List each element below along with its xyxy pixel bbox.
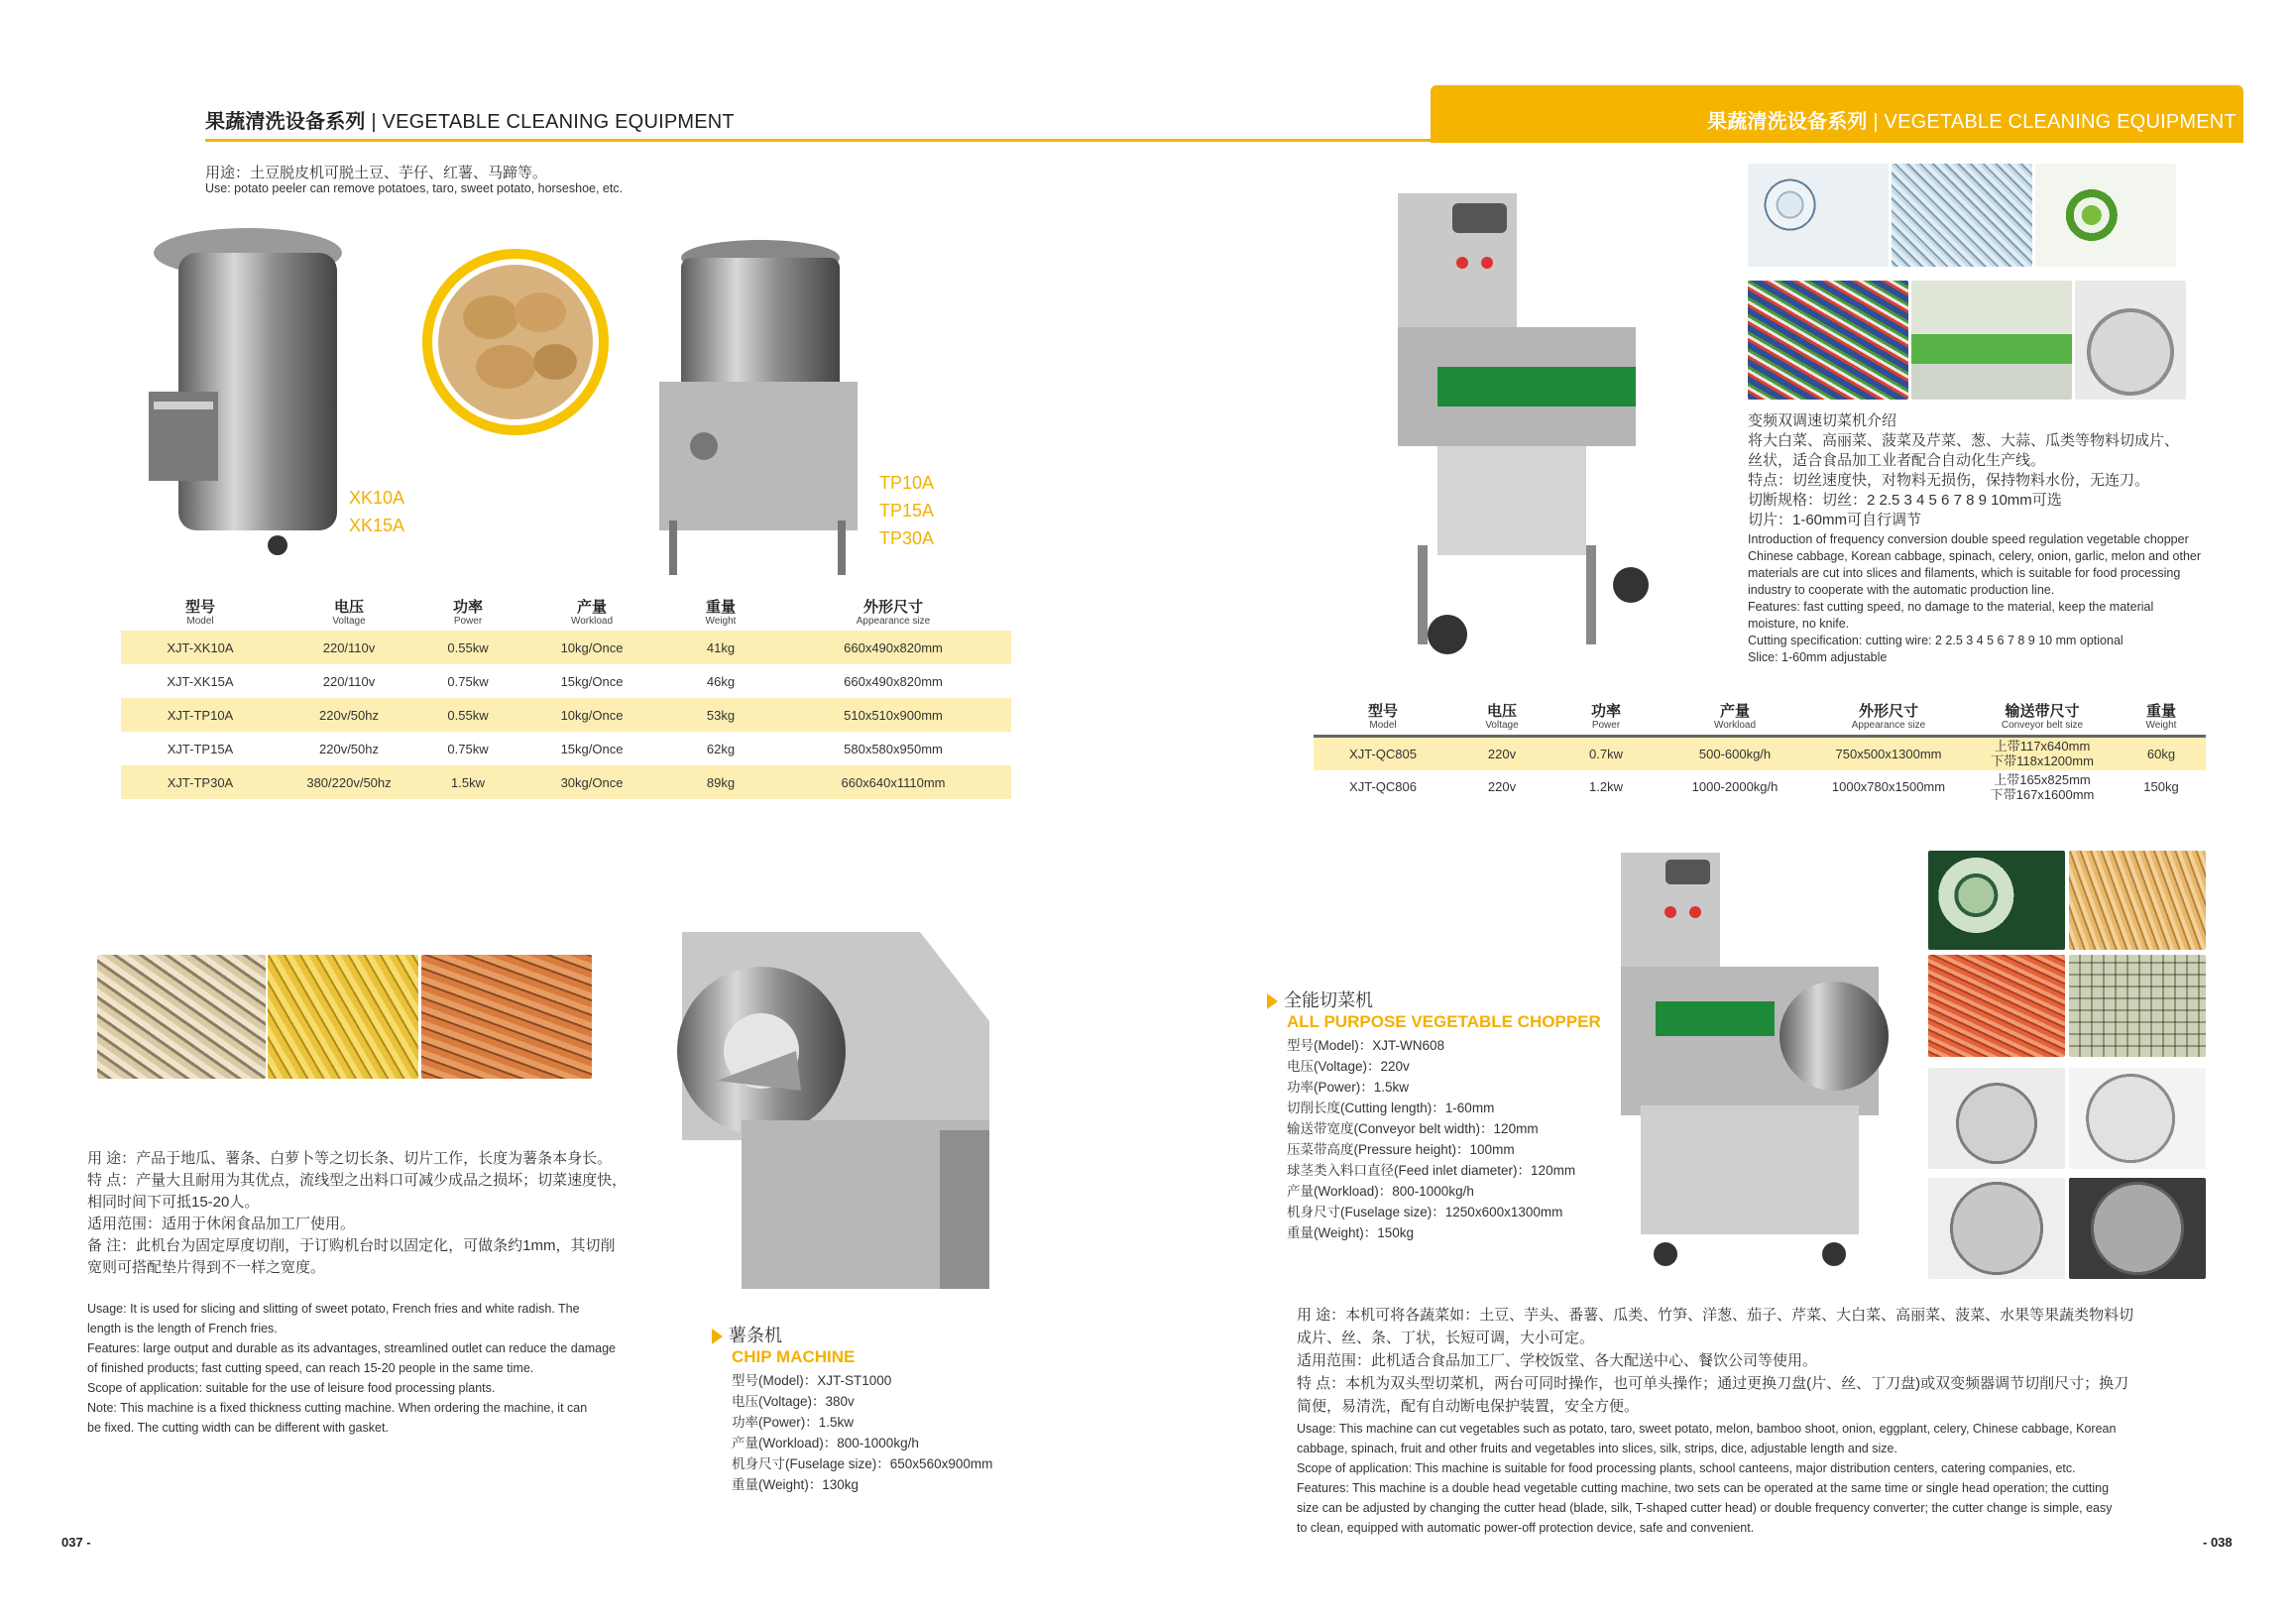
chopper-title-en: ALL PURPOSE VEGETABLE CHOPPER <box>1287 1012 1601 1031</box>
fries-photo-white <box>97 955 266 1079</box>
peeler-model-tp15a: TP15A <box>879 501 935 521</box>
table-row: XJT-TP30A 380/220v/50hz 1.5kw 30kg/Once 89kg 660x640x1110mm <box>121 765 1011 799</box>
cutter-th-weight: 重量 Weight <box>2145 703 2177 731</box>
right-header-cn: 果蔬清洗设备系列 <box>1707 111 1868 133</box>
cutter-machine-image <box>1378 188 1685 664</box>
peeler-model-tp30a: TP30A <box>879 528 935 548</box>
peeler-spec-table <box>121 597 1011 799</box>
chip-specs: 型号(Model)：XJT-ST1000 电压(Voltage)：380v 功率(Power)：1.5kw 产量(Workload)：800-1000kg/h 机身尺寸(Fuselage size)：650x560x900mm 重量(Weight)：130kg <box>732 1373 993 1492</box>
right-header-en: VEGETABLE CLEANING EQUIPMENT <box>1884 111 2237 133</box>
shredding-disc-photo <box>1928 1178 2065 1279</box>
mixed-peppers-photo <box>1748 281 1908 400</box>
shredded-cabbage-photo <box>1892 164 2032 267</box>
peeler-model-xk10a: XK10A <box>349 488 405 508</box>
peeler-th-power: 功率 Power <box>452 599 483 627</box>
cutter-th-model: 型号 Model <box>1367 703 1398 731</box>
carrot-shreds-photo <box>1928 955 2065 1057</box>
left-header: 果蔬清洗设备系列 | VEGETABLE CLEANING EQUIPMENT <box>205 111 735 133</box>
peeler-th-weight: 重量 Weight <box>705 599 737 627</box>
table-row: XJT-QC806 220v 1.2kw 1000-2000kg/h 1000x780x1500mm 上带165x825mm 下带167x1600mm 150kg <box>1349 771 2179 802</box>
cutter-th-voltage: 电压 Voltage <box>1485 703 1519 731</box>
peeler-models-b <box>879 469 934 552</box>
potato-image <box>416 243 615 441</box>
left-header-en: VEGETABLE CLEANING EQUIPMENT <box>382 111 735 133</box>
cutter-th-power: 功率 Power <box>1590 703 1621 731</box>
table-row: XJT-TP15A 220v/50hz 0.75kw 15kg/Once 62kg 580x580x950mm <box>167 741 943 756</box>
belt-photo <box>1911 281 2072 400</box>
cutter-intro-cn: 变频双调速切菜机介绍 将大白菜、高丽菜、菠菜及芹菜、葱、大蒜、瓜类等物料切成片、 丝状，适合食品加工业者配合自动化生产线。 特点：切丝速度快，对物料无损伤，保持物料水份，无连刀。 切断规格：切丝：2 2.5 3 4 5 6 7 8 9 10mm可选 切片：1-60mm可自行调节 <box>1748 412 2180 528</box>
cucumber-slices-photo <box>1928 851 2065 950</box>
cutter-th-size: 外形尺寸 Appearance size <box>1851 703 1926 731</box>
chip-title-en: CHIP MACHINE <box>732 1347 856 1366</box>
table-row: XJT-XK10A 220/110v 0.55kw 10kg/Once 41kg 660x490x820mm <box>121 631 1011 664</box>
peeler-table-header <box>121 597 1011 631</box>
chip-desc-en: Usage: It is used for slicing and slitting of sweet potato, French fries and white radish. The length is the length of French fries. Features: large output and durable as its advantages, streamlined outlet can reduce the damage of finished products; fast cutting speed, can reach 15-20 people in the same time. Scope of application: suitable for the use of leisure food processing plants. Note: This machine is a fixed thickness cutting machine. When ordering the machine, it can be fixed. The cutting width can be different with gasket. <box>87 1302 616 1435</box>
chip-title <box>712 1322 855 1367</box>
diced-vegetable-photo <box>2069 955 2206 1057</box>
chopper-specs: 型号(Model)：XJT-WN608 电压(Voltage)：220v 功率(Power)：1.5kw 切削长度(Cutting length)：1-60mm 输送带宽度(Conveyor belt width)：120mm 压菜带高度(Pressure height)：100mm 球茎类入料口直径(Feed inlet diameter)：120mm 产量(Workload)：800-1000kg/h 机身尺寸(Fuselage size)：1250x600x1300mm 重量(Weight)：150kg <box>1287 1038 1576 1240</box>
table-row: XJT-TP10A 220v/50hz 0.55kw 10kg/Once 53kg 510x510x900mm <box>121 698 1011 732</box>
peeler-th-model: 型号 Model <box>184 599 215 627</box>
chopper-desc-cn: 用 途：本机可将各蔬菜如：土豆、芋头、番薯、瓜类、竹笋、洋葱、茄子、芹菜、大白菜、高丽菜、菠菜、水果等果蔬类物料切 成片、丝、条、丁状，长短可调，大小可定。 适用范围：此机适合食品加工厂、学校饭堂、各大配送中心、餐饮公司等使用。 特 点：本机为双头型切菜机，两台可同时操作，也可单头操作；通过更换刀盘(片、丝、丁刀盘)或双变频器调节切削尺寸；换刀 简便，易清洗，配有自动断电保护装置，安全方便。 <box>1297 1307 2134 1415</box>
potato-strips-photo <box>2069 851 2206 950</box>
page-number-right: - 038 <box>2203 1535 2233 1550</box>
chopper-desc-en: Usage: This machine can cut vegetables such as potato, taro, sweet potato, melon, bamboo shoot, onion, eggplant, celery, Chinese cabbage, Korean cabbage, spinach, fruit and other fruits and vegetables into slices, silk, strips, dice, adjustable length and size. Scope of application: This machine is suitable for food processing plants, school canteens, major distribution centers, catering companies, etc. Features: This machine is a double head vegetable cutting machine, two sets can be operated at the same time or single head operation; the cutting size can be adjusted by changing the cutter head (blade, silk, T-shaped cutter head) or double frequency converter; the cutter change is simple, easy to clean, equipped with automatic power-off protection device, safe and convenient. <box>1297 1422 2117 1535</box>
slicing-disc-photo <box>2069 1068 2206 1169</box>
peeler-usage-cn: 用途：土豆脱皮机可脱土豆、芋仔、红薯、马蹄等。 <box>205 165 548 181</box>
peeler-usage-en: Use: potato peeler can remove potatoes, taro, sweet potato, horseshoe, etc. <box>205 181 624 195</box>
peeler-model-tp10a: TP10A <box>879 473 935 493</box>
peeler-models-a <box>349 484 404 539</box>
peeler-tp-image <box>649 223 877 580</box>
peeler-th-size: 外形尺寸 Appearance size <box>856 599 931 627</box>
chopper-machine-image <box>1611 848 1908 1274</box>
right-header: 果蔬清洗设备系列 | VEGETABLE CLEANING EQUIPMENT <box>1707 111 2237 133</box>
cutter-intro-en: Introduction of frequency conversion double speed regulation vegetable chopper Chinese cabbage, Korean cabbage, spinach, celery, onion, garlic, melon and other materials are cut into slices and filaments, which is suitable for food processing industry to cooperate with the automatic production line. Features: fast cutting speed, no damage to the material, keep the material moisture, no knife. Cutting specification: cutting wire: 2 2.5 3 4 5 6 7 8 9 10 mm optional Slice: 1-60mm adjustable <box>1748 532 2202 664</box>
table-row: XJT-XK15A 220/110v 0.75kw 15kg/Once 46kg 660x490x820mm <box>167 673 943 689</box>
peeler-th-workload: 产量 Workload <box>570 599 614 627</box>
dicing-disc-photo <box>1928 1068 2065 1169</box>
chip-title-cn: 薯条机 <box>729 1326 782 1345</box>
left-header-cn: 果蔬清洗设备系列 <box>205 111 366 133</box>
table-row: XJT-QC805 220v 0.7kw 500-600kg/h 750x500x1300mm 上带117x640mm 下带118x1200mm 60kg <box>1314 737 2206 770</box>
blade-disc-photo <box>2069 1178 2206 1279</box>
fries-photo-orange <box>421 955 592 1079</box>
page-number-left: 037 - <box>61 1535 91 1550</box>
cutter-spec-table <box>1314 701 2206 804</box>
left-header-rule <box>205 139 1435 142</box>
onion-rings-photo <box>1748 164 1889 267</box>
peeler-th-voltage: 电压 Voltage <box>332 599 366 627</box>
cutter-disc-photo <box>2075 281 2186 400</box>
cutter-th-workload: 产量 Workload <box>1713 703 1757 731</box>
chip-machine-image <box>662 902 1019 1309</box>
chopper-title-cn: 全能切菜机 <box>1284 990 1373 1010</box>
cutter-th-belt: 输送带尺寸 Conveyor belt size <box>2001 703 2084 731</box>
chip-triangle-icon <box>712 1329 723 1344</box>
chopper-title <box>1267 986 1601 1032</box>
chopper-triangle-icon <box>1267 993 1278 1009</box>
fries-photo-yellow <box>268 955 418 1079</box>
cutter-table-header <box>1314 701 2206 737</box>
peeler-model-xk15a: XK15A <box>349 516 405 535</box>
chip-desc-cn: 用 途：产品于地瓜、薯条、白萝卜等之切长条、切片工作，长度为薯条本身长。 特 点：产量大且耐用为其优点，流线型之出料口可减少成品之损坏；切菜速度快， 相同时间下可抵15-20人。 适用范围：适用于休闲食品加工厂使用。 备 注：此机台为固定厚度切削，于订购机台时以固定化，可做条约1mm，其切削 宽则可搭配垫片得到不一样之宽度。 <box>87 1150 628 1276</box>
chopped-greens-photo <box>2035 164 2176 267</box>
peeler-xk-image <box>139 223 347 565</box>
